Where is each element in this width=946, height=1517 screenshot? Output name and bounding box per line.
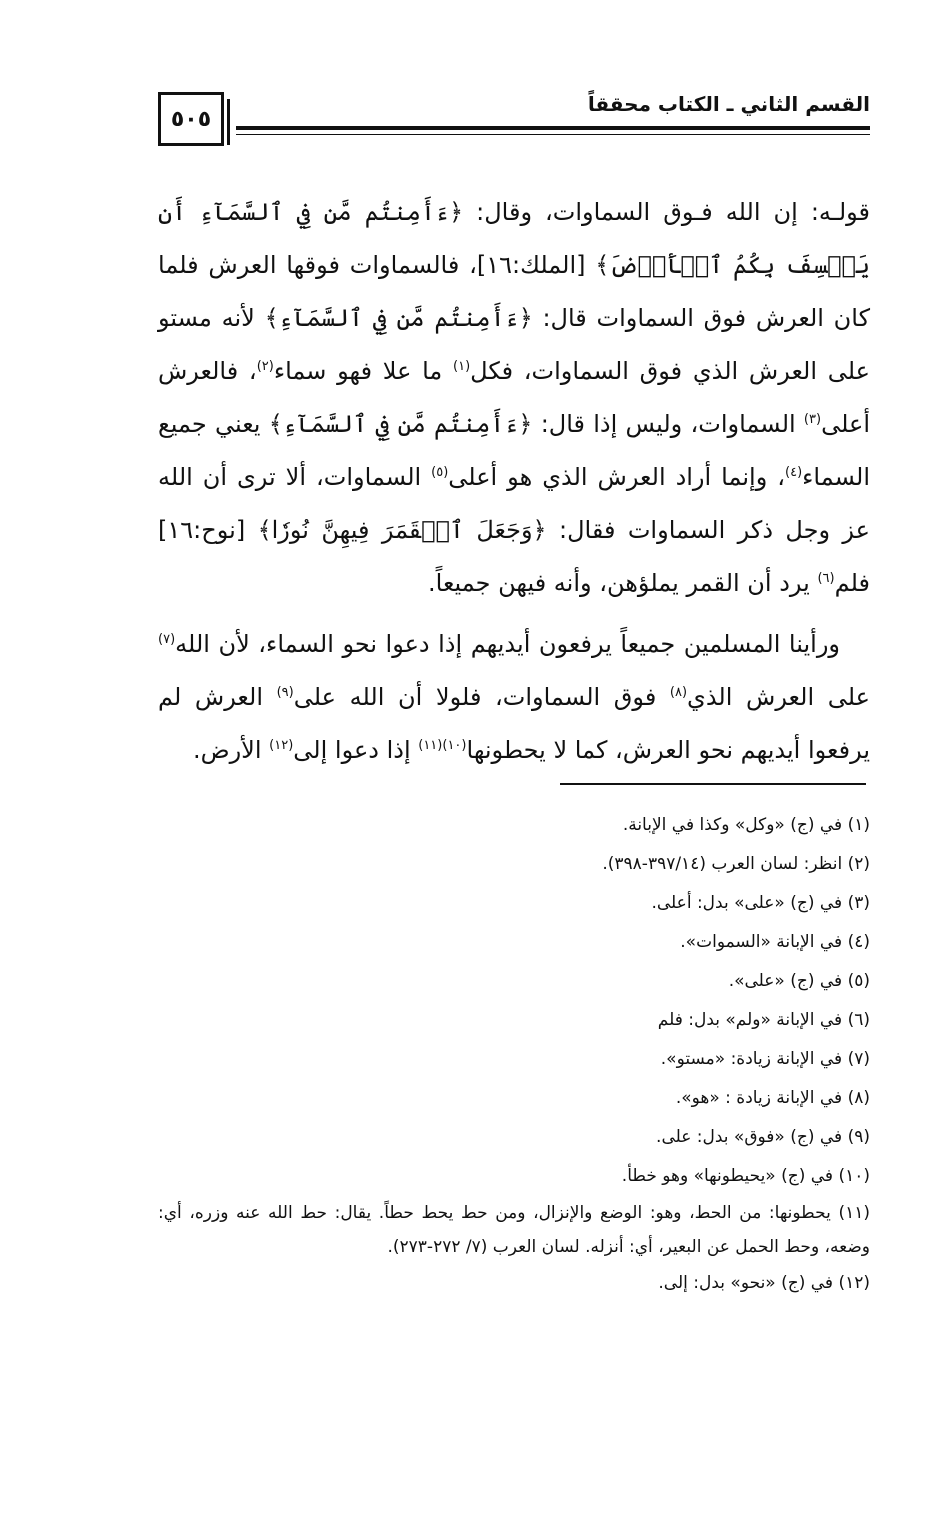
footnote-marker: (٤) <box>785 465 803 480</box>
body-paragraph <box>158 186 870 610</box>
text-run: السماوات، وليس إذا قال: <box>532 410 804 438</box>
footnote: (١٠) في (ج) «يحيطونها» وهو خطأ. <box>621 1166 870 1186</box>
footnote: (١٢) في (ج) «نحو» بدل: إلى. <box>658 1273 870 1293</box>
text-run: على العرش الذي <box>687 683 870 711</box>
footnote: (٩) في (ج) «فوق» بدل: على. <box>656 1127 870 1147</box>
footnote-marker: (١٢) <box>269 738 294 753</box>
quran-verse: ﴿ءَأَمِنتُم مَّن فِي ٱلسَّمَآءِ أَن يَخۡسِفَ بِكُمُ ٱلۡأَرۡضَ﴾ <box>158 198 870 279</box>
footnote: (١١) يحطونها: من الحط، وهو: الوضع والإنزال، ومن حط يحط حطاً. يقال: حط الله عنه وزره، أي: وضعه، وحط الحمل عن البعير، أي: أنزله. لسان العرب (٧/ ٢٧٢-٢٧٣). <box>158 1203 870 1257</box>
text-run: العرش لم يرفعوا أيديهم نحو العرش، كما لا يحطونها <box>158 683 870 764</box>
page-number-box <box>158 92 224 146</box>
footnotes <box>158 806 870 1303</box>
footnote: (٨) في الإبانة زيادة : «هو». <box>675 1088 870 1108</box>
main-text <box>158 186 870 777</box>
text-run: يرد أن القمر يملؤهن، وأنه فيهن جميعاً. <box>428 569 818 597</box>
text-run: ما علا فهو سماء <box>273 357 453 385</box>
footnote-marker: (٧) <box>158 632 176 647</box>
footnote: (١) في (ج) «وكل» وكذا في الإبانة. <box>622 815 870 835</box>
header-rule-thick <box>236 126 870 130</box>
footnote-marker: (٨) <box>669 685 688 700</box>
page-header <box>158 92 870 152</box>
text-run: الأرض. <box>192 736 270 764</box>
text-run: قولـه: إن الله فـوق السماوات، وقال: <box>463 198 871 226</box>
text-run: [نوح:١٦] فلم <box>158 516 870 597</box>
footnote-marker: (٢) <box>256 359 274 374</box>
text-run: فوق السماوات، فلولا أن الله على <box>293 683 670 711</box>
text-run: السماوات، ألا ترى أن الله عز وجل ذكر السماوات فقال: <box>158 463 870 544</box>
footnote: (٧) في الإبانة زيادة: «مستو». <box>660 1049 870 1069</box>
footnote-marker: (٩) <box>276 685 294 700</box>
footnote: (٤) في الإبانة «السموات». <box>680 932 870 952</box>
footnote: (٥) في (ج) «على». <box>728 971 870 991</box>
footnote: (٣) في (ج) «على» بدل: أعلى. <box>651 893 870 913</box>
header-rule-thin <box>236 134 870 135</box>
body-paragraph <box>158 618 870 777</box>
text-run: [الملك:١٦]، فالسماوات فوقها العرش فلما كان العرش فوق السماوات قال: <box>158 251 870 332</box>
footnote-separator <box>560 783 866 785</box>
text-run: ، وإنما أراد العرش الذي هو أعلى <box>448 463 785 491</box>
footnote-marker: (١٠)(١١) <box>418 738 467 753</box>
footnote: (٢) انظر: لسان العرب (٣٩٧/١٤-٣٩٨). <box>602 854 870 874</box>
text-run: لأنه مستو على العرش الذي فوق السماوات، فكل <box>158 304 870 385</box>
quran-verse: ﴿وَجَعَلَ ٱلۡقَمَرَ فِيهِنَّ نُورٗا﴾ <box>257 516 547 544</box>
footnote-marker: (١) <box>453 359 471 374</box>
footnote-marker: (٦) <box>817 571 835 586</box>
page-number: ٥٠٥ <box>170 106 212 132</box>
text-run: إذا دعوا إلى <box>293 736 419 764</box>
footnote-marker: (٥) <box>431 465 449 480</box>
text-run: ورأينا المسلمين جميعاً يرفعون أيديهم إذا دعوا نحو السماء، لأن الله <box>175 630 840 658</box>
footnote: (٦) في الإبانة «ولم» بدل: فلم <box>657 1010 870 1030</box>
quran-verse: ﴿ءَأَمِنتُم مَّن فِي ٱلسَّمَآءِ﴾ <box>264 304 533 332</box>
footnote-marker: (٣) <box>803 412 822 427</box>
text-run: يعني جميع السماء <box>158 410 871 491</box>
quran-verse: ﴿ءَأَمِنتُم مَّن فِي ٱلسَّمَآءِ﴾ <box>268 410 533 438</box>
text-run: ، فالعرش أعلى <box>158 357 870 438</box>
running-title: القسم الثاني ـ الكتاب محققاً <box>587 92 870 116</box>
